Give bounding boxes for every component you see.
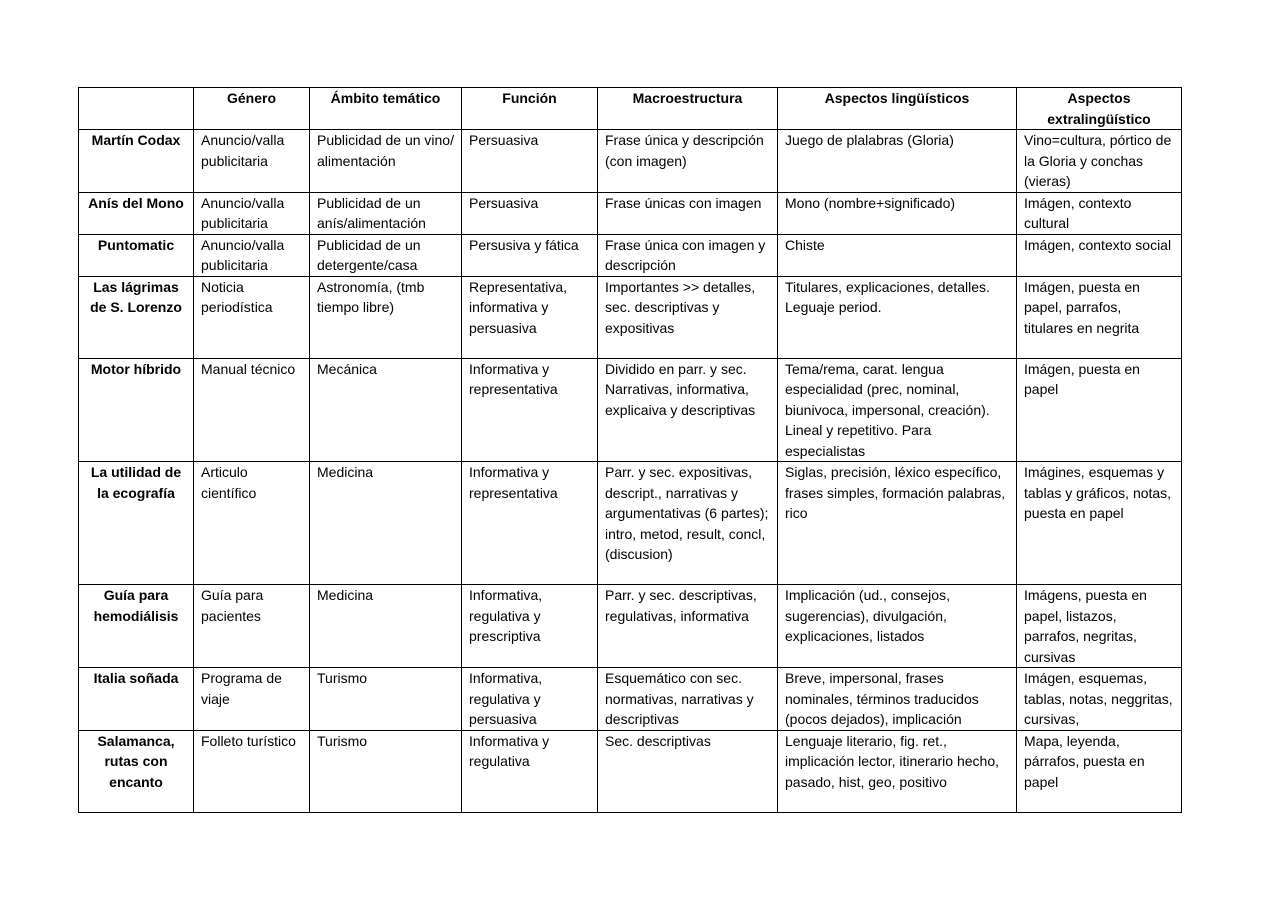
row-title: Anís del Mono bbox=[79, 192, 194, 234]
cell-macroestructura: Parr. y sec. expositivas, descript., narrativas y argumentativas (6 partes); intro, metod, result, concl, (discusion) bbox=[598, 462, 778, 585]
row-title: Guía para hemodiálisis bbox=[79, 585, 194, 668]
cell-ambito: Turismo bbox=[310, 730, 462, 812]
table-row bbox=[79, 130, 1182, 193]
header-genero: Género bbox=[194, 88, 310, 130]
cell-extralinguisticos: Imágens, puesta en papel, listazos, parrafos, negritas, cursivas bbox=[1017, 585, 1182, 668]
cell-funcion: Informativa y regulativa bbox=[462, 730, 598, 812]
table-row bbox=[79, 462, 1182, 585]
row-title: Las lágrimas de S. Lorenzo bbox=[79, 276, 194, 358]
cell-macroestructura: Importantes >> detalles, sec. descriptivas y expositivas bbox=[598, 276, 778, 358]
cell-ambito: Publicidad de un detergente/casa bbox=[310, 234, 462, 276]
row-title: Italia soñada bbox=[79, 668, 194, 731]
cell-linguisticos: Implicación (ud., consejos, sugerencias), divulgación, explicaciones, listados bbox=[778, 585, 1017, 668]
cell-genero: Programa de viaje bbox=[194, 668, 310, 731]
header-ambito-tematico: Ámbito temático bbox=[310, 88, 462, 130]
cell-genero: Anuncio/valla publicitaria bbox=[194, 130, 310, 193]
cell-linguisticos: Siglas, precisión, léxico específico, frases simples, formación palabras, rico bbox=[778, 462, 1017, 585]
summary-table bbox=[78, 87, 1182, 813]
cell-ambito: Turismo bbox=[310, 668, 462, 731]
cell-ambito: Publicidad de un vino/ alimentación bbox=[310, 130, 462, 193]
header-aspectos-extralinguisticos: Aspectos extralingüístico bbox=[1017, 88, 1182, 130]
table-row bbox=[79, 730, 1182, 812]
cell-ambito: Medicina bbox=[310, 585, 462, 668]
row-title: La utilidad de la ecografía bbox=[79, 462, 194, 585]
cell-extralinguisticos: Imágen, esquemas, tablas, notas, neggritas, cursivas, bbox=[1017, 668, 1182, 731]
header-aspectos-linguisticos: Aspectos lingüísticos bbox=[778, 88, 1017, 130]
cell-macroestructura: Frase únicas con imagen bbox=[598, 192, 778, 234]
cell-extralinguisticos: Imágines, esquemas y tablas y gráficos, notas, puesta en papel bbox=[1017, 462, 1182, 585]
table-row bbox=[79, 585, 1182, 668]
row-title: Puntomatic bbox=[79, 234, 194, 276]
header-macroestructura: Macroestructura bbox=[598, 88, 778, 130]
cell-funcion: Persuasiva bbox=[462, 130, 598, 193]
cell-extralinguisticos: Imágen, puesta en papel bbox=[1017, 358, 1182, 462]
header-empty bbox=[79, 88, 194, 130]
cell-macroestructura: Frase única y descripción (con imagen) bbox=[598, 130, 778, 193]
cell-extralinguisticos: Mapa, leyenda, párrafos, puesta en papel bbox=[1017, 730, 1182, 812]
cell-extralinguisticos: Vino=cultura, pórtico de la Gloria y conchas (vieras) bbox=[1017, 130, 1182, 193]
cell-genero: Anuncio/valla publicitaria bbox=[194, 234, 310, 276]
cell-macroestructura: Esquemático con sec. normativas, narrativas y descriptivas bbox=[598, 668, 778, 731]
table-row bbox=[79, 276, 1182, 358]
cell-genero: Guía para pacientes bbox=[194, 585, 310, 668]
table-row bbox=[79, 192, 1182, 234]
cell-funcion: Informativa, regulativa y persuasiva bbox=[462, 668, 598, 731]
cell-ambito: Mecánica bbox=[310, 358, 462, 462]
cell-extralinguisticos: Imágen, contexto cultural bbox=[1017, 192, 1182, 234]
table-row bbox=[79, 234, 1182, 276]
cell-funcion: Informativa y representativa bbox=[462, 462, 598, 585]
row-title: Martín Codax bbox=[79, 130, 194, 193]
cell-ambito: Medicina bbox=[310, 462, 462, 585]
header-funcion: Función bbox=[462, 88, 598, 130]
row-title: Salamanca, rutas con encanto bbox=[79, 730, 194, 812]
cell-genero: Anuncio/valla publicitaria bbox=[194, 192, 310, 234]
cell-linguisticos: Breve, impersonal, frases nominales, términos traducidos (pocos dejados), implicación bbox=[778, 668, 1017, 731]
cell-funcion: Informativa y representativa bbox=[462, 358, 598, 462]
cell-linguisticos: Titulares, explicaciones, detalles. Leguaje period. bbox=[778, 276, 1017, 358]
table-row bbox=[79, 668, 1182, 731]
row-title: Motor híbrido bbox=[79, 358, 194, 462]
cell-linguisticos: Juego de plalabras (Gloria) bbox=[778, 130, 1017, 193]
cell-macroestructura: Frase única con imagen y descripción bbox=[598, 234, 778, 276]
cell-linguisticos: Tema/rema, carat. lengua especialidad (prec, nominal, biunivoca, impersonal, creación). Lineal y repetitivo. Para especialistas bbox=[778, 358, 1017, 462]
cell-linguisticos: Mono (nombre+significado) bbox=[778, 192, 1017, 234]
cell-macroestructura: Sec. descriptivas bbox=[598, 730, 778, 812]
cell-genero: Folleto turístico bbox=[194, 730, 310, 812]
cell-genero: Manual técnico bbox=[194, 358, 310, 462]
cell-ambito: Publicidad de un anís/alimentación bbox=[310, 192, 462, 234]
cell-funcion: Informativa, regulativa y prescriptiva bbox=[462, 585, 598, 668]
cell-extralinguisticos: Imágen, puesta en papel, parrafos, titulares en negrita bbox=[1017, 276, 1182, 358]
cell-funcion: Representativa, informativa y persuasiva bbox=[462, 276, 598, 358]
cell-extralinguisticos: Imágen, contexto social bbox=[1017, 234, 1182, 276]
cell-funcion: Persuasiva bbox=[462, 192, 598, 234]
cell-funcion: Persusiva y fática bbox=[462, 234, 598, 276]
cell-ambito: Astronomía, (tmb tiempo libre) bbox=[310, 276, 462, 358]
cell-linguisticos: Lenguaje literario, fig. ret., implicación lector, itinerario hecho, pasado, hist, geo, positivo bbox=[778, 730, 1017, 812]
cell-genero: Articulo científico bbox=[194, 462, 310, 585]
cell-genero: Noticia periodística bbox=[194, 276, 310, 358]
table-row bbox=[79, 358, 1182, 462]
cell-macroestructura: Dividido en parr. y sec. Narrativas, informativa, explicaiva y descriptivas bbox=[598, 358, 778, 462]
table-header-row bbox=[79, 88, 1182, 130]
cell-linguisticos: Chiste bbox=[778, 234, 1017, 276]
cell-macroestructura: Parr. y sec. descriptivas, regulativas, informativa bbox=[598, 585, 778, 668]
